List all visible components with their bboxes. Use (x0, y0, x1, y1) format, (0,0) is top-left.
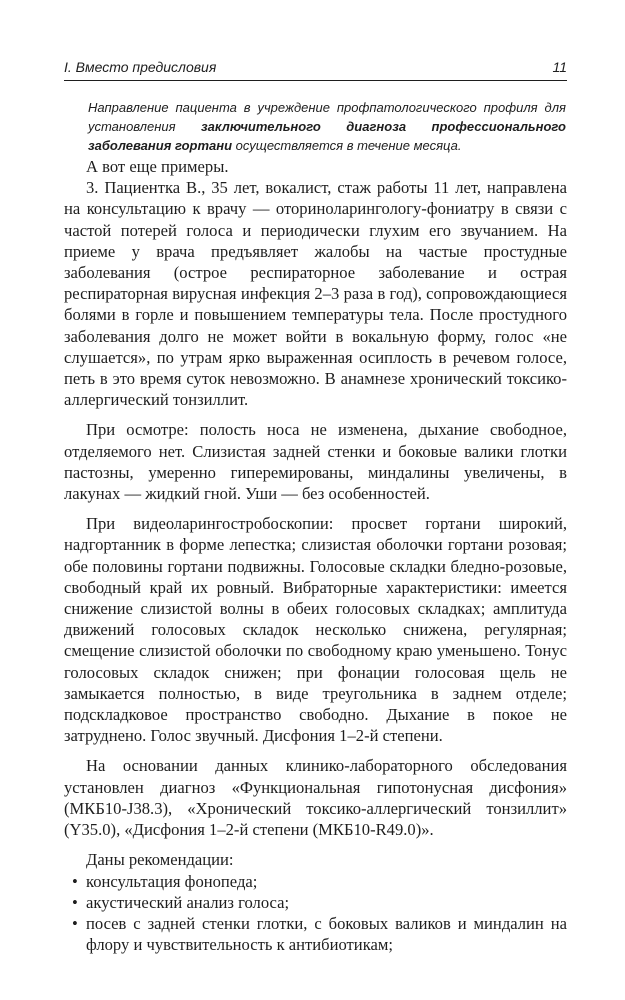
body-text (64, 156, 567, 955)
list-item-text: посев с задней стенки глотки, с боковых валиков и миндалин на флору и чувствительность к антибиотикам; (86, 913, 567, 955)
list-item (64, 913, 567, 955)
page-number: 11 (552, 59, 567, 75)
note-bold-text: заключительного диагноза профессионального заболевания гортани (88, 119, 566, 153)
exam-paragraph: При осмотре: полость носа не изменена, дыхание свободное, отделяемого нет. Слизистая задней стенки и боковые валики глотки пастозны, умеренно гиперемированы, миндалины увеличены, в лакунах — жидкий гной. Уши — без особенностей. (64, 420, 567, 504)
note-text-start: Направление пациента в учреждение профпатологического профиля для установления (88, 100, 566, 134)
diagnosis-paragraph: На основании данных клинико-лабораторного обследования установлен диагноз «Функциональная гипотонусная дисфония» (МКБ10-J38.3), «Хронический токсико-аллергический тонзиллит» (Y35.0), «Дисфония 1–2-й степени (МКБ10-R49.0)». (64, 756, 567, 840)
video-paragraph: При видеоларингостробоскопии: просвет гортани широкий, надгортанник в форме лепестка; слизистая оболочки гортани розовая; обе половины гортани подвижны. Голосовые складки бледно-розовые, свободный край их ровный. Вибраторные характеристики: имеется снижение слизистой волны в обеих голосовых складках; амплитуда движений голосовых складок несколько снижена, регулярная; смещение слизистой оболочки по свободному краю уменьшено. Тонус голосовых складок снижен; при фонации голосовая щель не замыкается полностью, в виде треугольника в заднем отделе; подскладковое пространство свободно. Дыхание в покое не затруднено. Голос звучный. Дисфония 1–2-й степени. (64, 514, 567, 746)
bullet-icon: • (72, 871, 78, 891)
header-rule (64, 80, 567, 81)
recommendations-list (64, 871, 567, 956)
bullet-icon: • (72, 892, 78, 912)
bullet-icon: • (72, 913, 78, 933)
note-text-end: осуществляется в течение месяца. (232, 138, 462, 153)
chapter-title: I. Вместо предисловия (64, 59, 217, 75)
list-item-text: акустический анализ голоса; (86, 892, 290, 912)
recommendations-title: Даны рекомендации: (86, 850, 234, 870)
list-item (64, 892, 567, 913)
intro-paragraph: А вот еще примеры. (86, 157, 229, 176)
case-paragraph: 3. Пациентка В., 35 лет, вокалист, стаж работы 11 лет, направлена на консультацию к врачу — оториноларингологу-фониатру в связи с частой потерей голоса и периодически глухим его звучанием. На приеме у врача предъявляет жалобы на частые простудные заболевания (острое респираторное заболевание и острая респираторная вирусная инфекция 2–3 раза в год), сопровождающиеся болями в горле и повышением температуры тела. После простудного заболевания долго не может войти в вокальную форму, голос «не слушается», по утрам ярко выраженная осиплость в речевом голосе, петь в это время суток невозможно. В анамнезе хронический токсико-аллергический тонзиллит. (64, 178, 567, 410)
list-item-text: консультация фонопеда; (86, 871, 258, 891)
italic-note (88, 98, 566, 155)
list-item (64, 871, 567, 892)
